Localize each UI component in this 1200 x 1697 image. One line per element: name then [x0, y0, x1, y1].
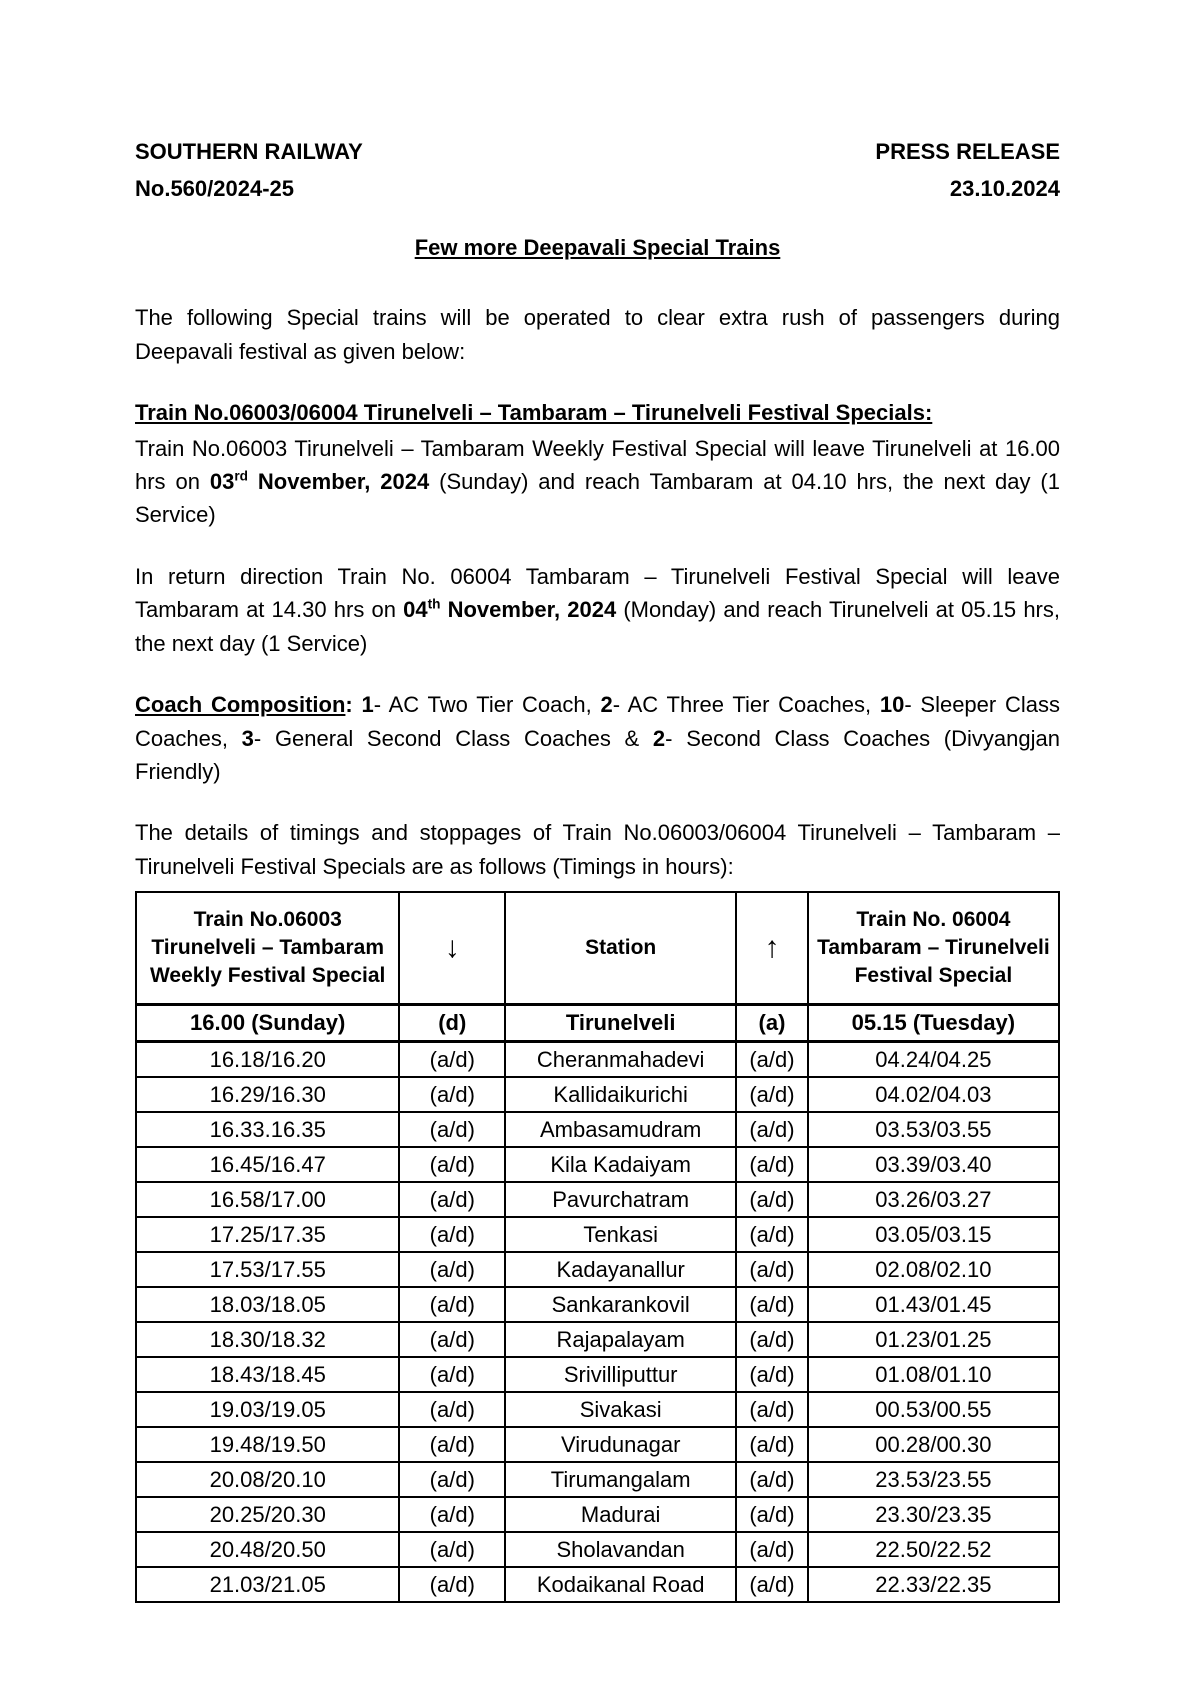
text-segment: Train No.06003 Tirunelveli – Tambaram Weekly Festival Special will leave Tirunelveli at 16.00 hrs on	[135, 435, 1060, 494]
train-06003-time: 20.25/20.30	[136, 1497, 399, 1532]
train-06003-paragraph	[135, 432, 1060, 532]
train-06003-time: 19.48/19.50	[136, 1427, 399, 1462]
text-segment: - AC Two Tier Coach,	[373, 692, 601, 718]
train-06004-paragraph	[135, 560, 1060, 660]
text-segment: rd	[234, 468, 248, 484]
train-06003-time: 16.18/16.20	[136, 1042, 399, 1078]
train-06004-time: 23.30/23.35	[808, 1497, 1059, 1532]
text-segment: Coach Composition	[135, 692, 346, 718]
train-06004-time: 04.02/04.03	[808, 1077, 1059, 1112]
train-06003-time: 17.25/17.35	[136, 1217, 399, 1252]
train-specials-heading	[135, 396, 1060, 429]
header-row-bottom	[135, 175, 1060, 204]
timings-intro-paragraph	[135, 816, 1060, 883]
text-segment: 03	[209, 468, 235, 494]
departure-marker: (a/d)	[399, 1567, 505, 1602]
train-06004-time: 03.26/03.27	[808, 1182, 1059, 1217]
departure-marker: (a/d)	[399, 1497, 505, 1532]
station-name: Madurai	[505, 1497, 736, 1532]
organization-name: SOUTHERN RAILWAY	[135, 139, 363, 164]
table-row	[136, 1182, 1059, 1217]
text-segment: The following Special trains will be operated to clear extra rush of passengers during Deepavali festival as given below:	[135, 305, 1060, 364]
table-row	[136, 1147, 1059, 1182]
arrival-marker: (a/d)	[736, 1252, 808, 1287]
departure-marker: (a/d)	[399, 1182, 505, 1217]
train-06004-time: 00.28/00.30	[808, 1427, 1059, 1462]
arrival-marker: (a/d)	[736, 1042, 808, 1078]
train-06004-time: 00.53/00.55	[808, 1392, 1059, 1427]
departure-marker: (a/d)	[399, 1042, 505, 1078]
header-train-06004: Train No. 06004 Tambaram – Tirunelveli Festival Special	[808, 892, 1059, 1005]
text-segment: - General Second Class Coaches &	[253, 725, 653, 751]
arrival-marker: (a/d)	[736, 1322, 808, 1357]
arrival-marker: (a/d)	[736, 1287, 808, 1322]
arrival-marker: (a/d)	[736, 1112, 808, 1147]
train-06003-time: 21.03/21.05	[136, 1567, 399, 1602]
text-segment: 04	[403, 597, 428, 623]
header-station: Station	[505, 892, 736, 1005]
header-row-top	[135, 138, 1060, 167]
table-row	[136, 1252, 1059, 1287]
table-row	[136, 1462, 1059, 1497]
arrival-marker-label: (a)	[736, 1005, 808, 1042]
down-arrow-icon: ↓	[399, 892, 505, 1005]
train-06004-time: 02.08/02.10	[808, 1252, 1059, 1287]
station-name: Virudunagar	[505, 1427, 736, 1462]
train-06004-time: 03.05/03.15	[808, 1217, 1059, 1252]
train-06004-time: 03.39/03.40	[808, 1147, 1059, 1182]
departure-marker: (a/d)	[399, 1287, 505, 1322]
train-06004-time: 23.53/23.55	[808, 1462, 1059, 1497]
arrival-marker: (a/d)	[736, 1462, 808, 1497]
text-segment: 10	[879, 692, 905, 718]
arrival-marker: (a/d)	[736, 1217, 808, 1252]
station-name: Srivilliputtur	[505, 1357, 736, 1392]
arrival-marker: (a/d)	[736, 1357, 808, 1392]
text-segment: 2	[652, 725, 666, 751]
station-name: Kila Kadaiyam	[505, 1147, 736, 1182]
departure-marker-label: (d)	[399, 1005, 505, 1042]
train-06004-time: 01.23/01.25	[808, 1322, 1059, 1357]
table-row	[136, 1427, 1059, 1462]
document-header	[135, 138, 1060, 203]
arrival-marker: (a/d)	[736, 1427, 808, 1462]
train-06003-time: 16.58/17.00	[136, 1182, 399, 1217]
text-segment: - Second Class Coaches (Divyangjan Friendly)	[135, 725, 1060, 784]
text-segment: Train No.06003/06004 Tirunelveli – Tambaram – Tirunelveli Festival Specials:	[135, 400, 933, 426]
train-06004-time: 04.24/04.25	[808, 1042, 1059, 1078]
arrival-marker: (a/d)	[736, 1392, 808, 1427]
train-06004-time: 01.08/01.10	[808, 1357, 1059, 1392]
origin-departure-time: 16.00 (Sunday)	[136, 1005, 399, 1042]
table-row	[136, 1112, 1059, 1147]
destination-arrival-time: 05.15 (Tuesday)	[808, 1005, 1059, 1042]
table-row	[136, 1567, 1059, 1602]
arrival-marker: (a/d)	[736, 1077, 808, 1112]
timetable	[135, 891, 1060, 1603]
train-06004-time: 03.53/03.55	[808, 1112, 1059, 1147]
table-row	[136, 1287, 1059, 1322]
departure-marker: (a/d)	[399, 1112, 505, 1147]
station-name: Rajapalayam	[505, 1322, 736, 1357]
station-name: Sivakasi	[505, 1392, 736, 1427]
arrival-marker: (a/d)	[736, 1182, 808, 1217]
origin-station: Tirunelveli	[505, 1005, 736, 1042]
timetable-header-row	[136, 892, 1059, 1005]
table-row	[136, 1077, 1059, 1112]
release-date: 23.10.2024	[949, 175, 1060, 201]
timetable-subheader-row	[136, 1005, 1059, 1042]
text-segment: :	[345, 692, 362, 718]
station-name: Tenkasi	[505, 1217, 736, 1252]
table-row	[136, 1042, 1059, 1078]
departure-marker: (a/d)	[399, 1322, 505, 1357]
reference-number: No.560/2024-25	[135, 175, 294, 201]
up-arrow-icon: ↑	[736, 892, 808, 1005]
station-name: Sankarankovil	[505, 1287, 736, 1322]
arrival-marker: (a/d)	[736, 1147, 808, 1182]
train-06004-time: 22.33/22.35	[808, 1567, 1059, 1602]
intro-paragraph	[135, 301, 1060, 368]
arrival-marker: (a/d)	[736, 1497, 808, 1532]
text-segment: th	[427, 596, 441, 612]
train-06003-time: 18.30/18.32	[136, 1322, 399, 1357]
train-06003-time: 16.33.16.35	[136, 1112, 399, 1147]
timetable-body	[136, 1042, 1059, 1603]
table-row	[136, 1497, 1059, 1532]
arrival-marker: (a/d)	[736, 1567, 808, 1602]
train-06004-time: 22.50/22.52	[808, 1532, 1059, 1567]
station-name: Kallidaikurichi	[505, 1077, 736, 1112]
text-segment: - Sleeper Class Coaches,	[135, 692, 1060, 751]
departure-marker: (a/d)	[399, 1462, 505, 1497]
arrival-marker: (a/d)	[736, 1532, 808, 1567]
text-segment: 2	[600, 692, 613, 718]
train-06003-time: 16.45/16.47	[136, 1147, 399, 1182]
text-segment: November, 2024	[440, 597, 617, 623]
coach-composition-paragraph	[135, 688, 1060, 788]
departure-marker: (a/d)	[399, 1147, 505, 1182]
train-06003-time: 16.29/16.30	[136, 1077, 399, 1112]
train-06003-time: 20.08/20.10	[136, 1462, 399, 1497]
table-row	[136, 1217, 1059, 1252]
text-segment: November, 2024	[247, 468, 430, 494]
station-name: Cheranmahadevi	[505, 1042, 736, 1078]
train-06003-time: 17.53/17.55	[136, 1252, 399, 1287]
train-06003-time: 19.03/19.05	[136, 1392, 399, 1427]
departure-marker: (a/d)	[399, 1252, 505, 1287]
table-row	[136, 1357, 1059, 1392]
station-name: Sholavandan	[505, 1532, 736, 1567]
departure-marker: (a/d)	[399, 1357, 505, 1392]
table-row	[136, 1392, 1059, 1427]
text-segment: In return direction Train No. 06004 Tambaram – Tirunelveli Festival Special will leave Tambaram at 14.30 hrs on	[135, 563, 1060, 623]
departure-marker: (a/d)	[399, 1217, 505, 1252]
text-segment: 3	[241, 725, 254, 751]
station-name: Ambasamudram	[505, 1112, 736, 1147]
page-title: Few more Deepavali Special Trains	[414, 235, 781, 261]
station-name: Kadayanallur	[505, 1252, 736, 1287]
departure-marker: (a/d)	[399, 1077, 505, 1112]
train-06003-time: 18.03/18.05	[136, 1287, 399, 1322]
train-06003-time: 18.43/18.45	[136, 1357, 399, 1392]
departure-marker: (a/d)	[399, 1427, 505, 1462]
departure-marker: (a/d)	[399, 1392, 505, 1427]
text-segment: 1	[361, 692, 374, 718]
table-row	[136, 1532, 1059, 1567]
station-name: Tirumangalam	[505, 1462, 736, 1497]
text-segment: (Monday) and reach Tirunelveli at 05.15 hrs, the next day (1 Service)	[135, 597, 1060, 656]
departure-marker: (a/d)	[399, 1532, 505, 1567]
table-row	[136, 1322, 1059, 1357]
train-06003-time: 20.48/20.50	[136, 1532, 399, 1567]
train-06004-time: 01.43/01.45	[808, 1287, 1059, 1322]
text-segment: (Sunday) and reach Tambaram at 04.10 hrs, the next day (1 Service)	[135, 468, 1060, 528]
text-segment: - AC Three Tier Coaches,	[612, 692, 880, 718]
header-train-06003: Train No.06003 Tirunelveli – Tambaram Weekly Festival Special	[136, 892, 399, 1005]
document-type: PRESS RELEASE	[875, 139, 1060, 164]
station-name: Pavurchatram	[505, 1182, 736, 1217]
text-segment: The details of timings and stoppages of Train No.06003/06004 Tirunelveli – Tambaram – Tirunelveli Festival Specials are as follows (Timings in hours):	[135, 820, 1060, 879]
station-name: Kodaikanal Road	[505, 1567, 736, 1602]
